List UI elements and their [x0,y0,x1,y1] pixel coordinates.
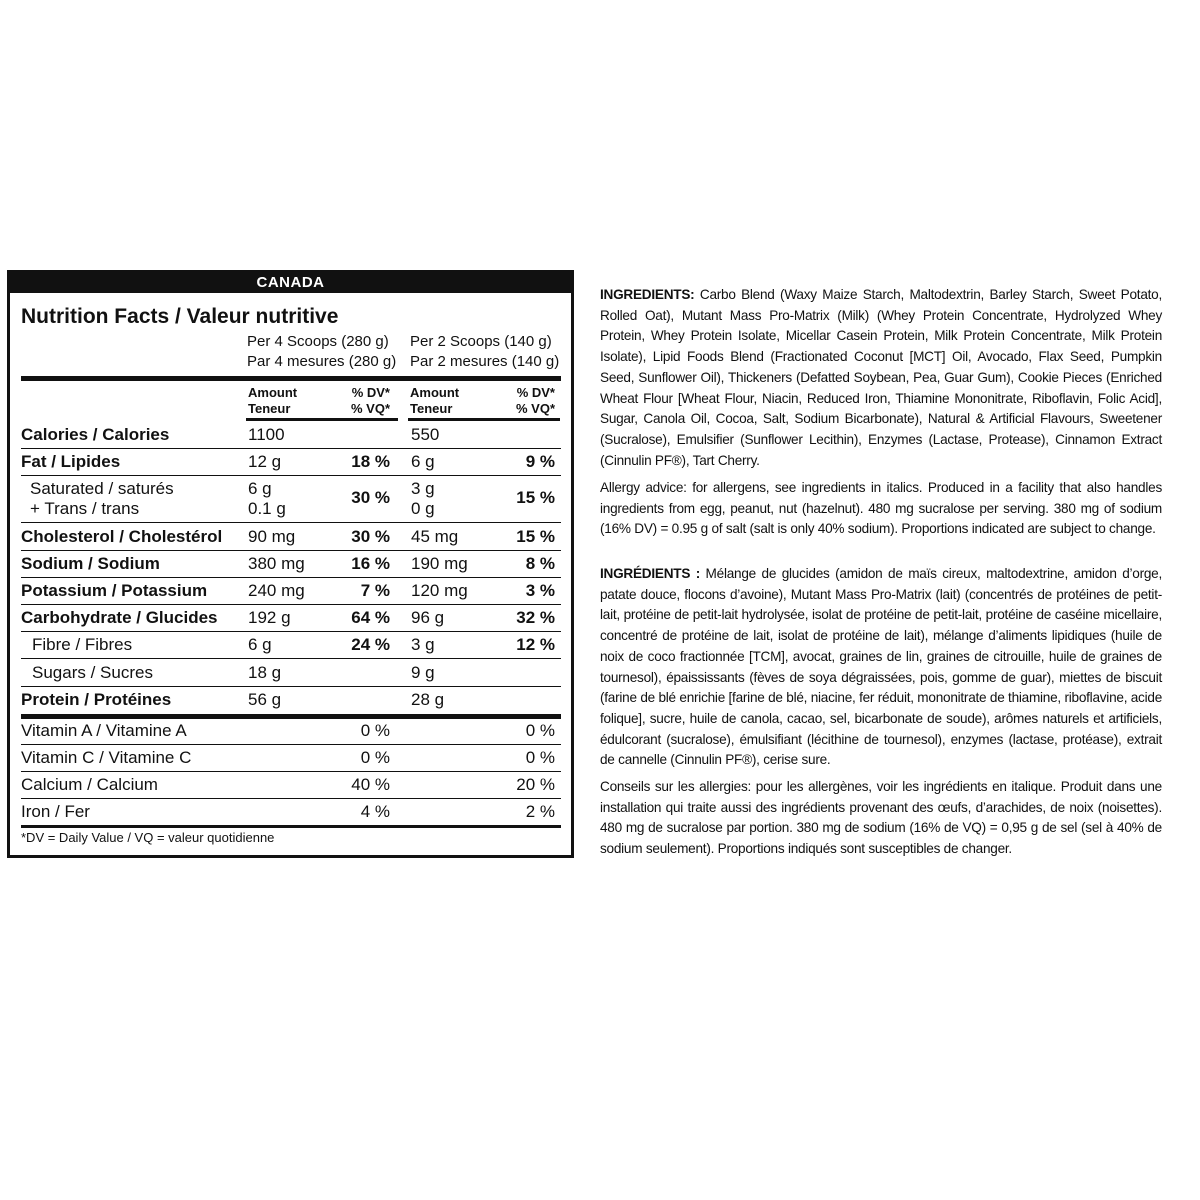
rule [21,475,561,476]
row-fat-a-dv: 18 % [351,452,390,471]
row-vitamin-a-a-dv: 0 % [360,721,390,740]
row-carbohydrate-b-dv: 32 % [516,608,555,627]
row-carbohydrate-a: 192 g [248,608,291,627]
col-dv-en: % DV* [351,385,390,400]
row-fibre-a: 6 g [248,635,272,654]
row-fat-b-dv: 9 % [525,452,555,471]
row-saturated-label: Saturated / saturés [30,479,174,498]
rule [21,631,561,632]
row-calories-b: 550 [411,425,440,444]
nutrition-facts-panel [7,270,574,858]
row-calcium-label: Calcium / Calcium [21,775,158,794]
row-cholesterol-a-dv: 30 % [351,527,390,546]
ingredients-en-heading: INGREDIENTS: [600,287,695,302]
rule [21,686,561,687]
row-fat-label: Fat / Lipides [21,452,121,471]
serving-size-a [247,332,396,372]
row-vitamin-c-a-dv: 0 % [360,748,390,767]
col-dv-fr: % VQ* [350,401,390,416]
row-protein-a: 56 g [248,690,282,709]
row-potassium-a: 240 mg [248,581,305,600]
rule [21,522,561,523]
row-sodium-b-dv: 8 % [525,554,555,573]
row-iron-a-dv: 4 % [360,802,390,821]
row-calcium-a-dv: 40 % [351,775,390,794]
row-saturated-b-dv: 15 % [516,488,555,507]
row-carbohydrate-label: Carbohydrate / Glucides [21,608,218,627]
row-potassium-b: 120 mg [411,581,468,600]
footnote: *DV = Daily Value / VQ = valeur quotidienne [21,830,275,845]
rule [21,448,561,449]
row-trans-b: 0 g [411,499,435,518]
row-protein-b: 28 g [411,690,445,709]
rule [21,744,561,745]
ingredients-fr-body: Mélange de glucides (amidon de maïs cireux, maltodextrine, amidon d’orge, patate douce, flocons d’avoine), Mutant Mass Pro-Matrix (lait) (concentrés de protéines de petit-lait, protéine de petit-lait hydrolysée, isolat de protéine de petit-lait, protéine de caséine micellaire, concentré de protéine de lait, isolat de protéine de lait), mélange d’aliments lipidiques (huile de noix de coco fractionnée [TCM], avocat, graines de lin, graines de citrouille, huile de graines de tournesol), épaississants (fèves de soya dégraissées, pois, gomme de guar), miettes de biscuit (farine de blé enrichie [farine de blé, niacine, fer réduit, mononitrate de thiamine, riboflavine, acide folique], sucre, huile de canola, cacao, sel, bicarbonate de soude), arômes naturels et artificiels, édulcorant (sucralose), émulsifiant (lécithine de tournesol), enzymes (lactase, protéase), extrait de cannelle (Cinnulin PF®), cerise sure. [600,566,1163,768]
row-fibre-a-dv: 24 % [351,635,390,654]
row-vitamin-c-label: Vitamin C / Vitamine C [21,748,192,767]
allergy-fr: Conseils sur les allergies: pour les allergènes, voir les ingrédients en italique. Produit dans une installation qui traite aussi des ingrédients provenant des œufs, d’arachides, de noix (noisettes). 480 mg de sucralose par portion. 380 mg de sodium (16% de VQ) = 0,95 g de sel (sel à 40% de sodium seulement). Proportions indiqués sont susceptibles de changer. [600,779,1162,857]
allergy-en: Allergy advice: for allergens, see ingredients in italics. Produced in a facility that also handles ingredients from egg, peanut, nut (hazelnut). 480 mg sucralose per serving. 380 mg of sodium (16% DV) = 0.95 g of salt (salt is only 40% sodium). Proportions indicated are subject to change. [600,480,1162,537]
col-dv-b [513,385,555,417]
row-cholesterol-b: 45 mg [411,527,459,546]
row-calories-a: 1100 [248,425,285,444]
row-vitamin-c-b-dv: 0 % [525,748,555,767]
row-saturated-a: 6 g [248,479,272,498]
row-saturated-a-dv: 30 % [351,488,390,507]
rule [21,771,561,772]
row-fibre-label: Fibre / Fibres [32,635,133,654]
col-amount-en: Amount [410,385,460,400]
col-amount-en: Amount [248,385,298,400]
col-amount-fr: Teneur [410,401,453,416]
row-sodium-a: 380 mg [248,554,305,573]
row-calories-label: Calories / Calories [21,425,170,444]
col-amount-a [248,385,297,417]
row-fat-a: 12 g [248,452,282,471]
serving-b-en: Per 2 Scoops (140 g) [410,333,552,350]
serving-b-fr: Par 2 mesures (140 g) [410,353,560,370]
row-trans-a: 0.1 g [248,499,286,518]
row-protein-label: Protein / Protéines [21,690,172,709]
row-calcium-b-dv: 20 % [516,775,555,794]
rule-thick [21,714,561,719]
rule-bottom [21,825,561,828]
serving-a-fr: Par 4 mesures (280 g) [247,353,397,370]
nutrition-title: Nutrition Facts / Valeur nutritive [21,305,339,328]
serving-a-en: Per 4 Scoops (280 g) [247,333,389,350]
row-saturated-b: 3 g [411,479,435,498]
rule [21,604,561,605]
row-sugars-a: 18 g [248,663,282,682]
rule-colhead-b [408,418,560,421]
rule [21,550,561,551]
col-amount-b [410,385,459,417]
col-dv-a [348,385,390,417]
row-carbohydrate-a-dv: 64 % [351,608,390,627]
row-cholesterol-b-dv: 15 % [516,527,555,546]
col-dv-en: % DV* [516,385,555,400]
row-sodium-b: 190 mg [411,554,468,573]
ingredients-fr [600,564,1162,771]
row-fibre-b-dv: 12 % [516,635,555,654]
row-cholesterol-a: 90 mg [248,527,296,546]
row-fat-b: 6 g [411,452,435,471]
ingredients-en [600,285,1162,471]
row-cholesterol-label: Cholesterol / Cholestérol [21,527,223,546]
row-vitamin-a-b-dv: 0 % [525,721,555,740]
row-sodium-label: Sodium / Sodium [21,554,160,573]
rule [21,658,561,659]
rule-serving [21,376,561,381]
country-banner: CANADA [10,273,571,293]
serving-size-b [410,332,559,372]
row-potassium-label: Potassium / Potassium [21,581,208,600]
row-sodium-a-dv: 16 % [351,554,390,573]
rule [21,798,561,799]
row-vitamin-a-label: Vitamin A / Vitamine A [21,721,187,740]
row-iron-label: Iron / Fer [21,802,90,821]
ingredients-en-body: Carbo Blend (Waxy Maize Starch, Maltodextrin, Barley Starch, Sweet Potato, Rolled Oat), Mutant Mass Pro-Matrix (Milk) (Whey Protein Concentrate, Hydrolyzed Whey Protein, Whey Protein Isolate, Micellar Casein Protein, Milk Protein Concentrate, Milk Protein Isolate), Lipid Foods Blend (Fractionated Coconut [MCT] Oil, Avocado, Flax Seed, Pumpkin Seed, Sunflower Oil), Thickeners (Defatted Soybean, Pea, Guar Gum), Cookie Pieces (Enriched Wheat Flour [Wheat Flour, Niacin, Reduced Iron, Thiamine Mononitrate, Riboflavin, Folic Acid], Sugar, Canola Oil, Cocoa, Salt, Sodium Bicarbonate), Natural & Artificial Flavours, Sweetener (Sucralose), Emulsifier (Sunflower Lecithin), Enzymes (Lactase, Protease), Cinnamon Extract (Cinnulin PF®), Tart Cherry. [600,287,1162,468]
row-fibre-b: 3 g [411,635,435,654]
col-dv-fr: % VQ* [515,401,555,416]
row-potassium-b-dv: 3 % [525,581,555,600]
row-iron-b-dv: 2 % [525,802,555,821]
row-sugars-b: 9 g [411,663,435,682]
rule-colhead-a [246,418,398,421]
col-amount-fr: Teneur [248,401,291,416]
row-potassium-a-dv: 7 % [360,581,390,600]
rule [21,577,561,578]
row-sugars-label: Sugars / Sucres [32,663,153,682]
row-carbohydrate-b: 96 g [411,608,445,627]
ingredients-fr-heading: INGRÉDIENTS : [600,566,700,581]
row-trans-label: + Trans / trans [30,499,140,518]
